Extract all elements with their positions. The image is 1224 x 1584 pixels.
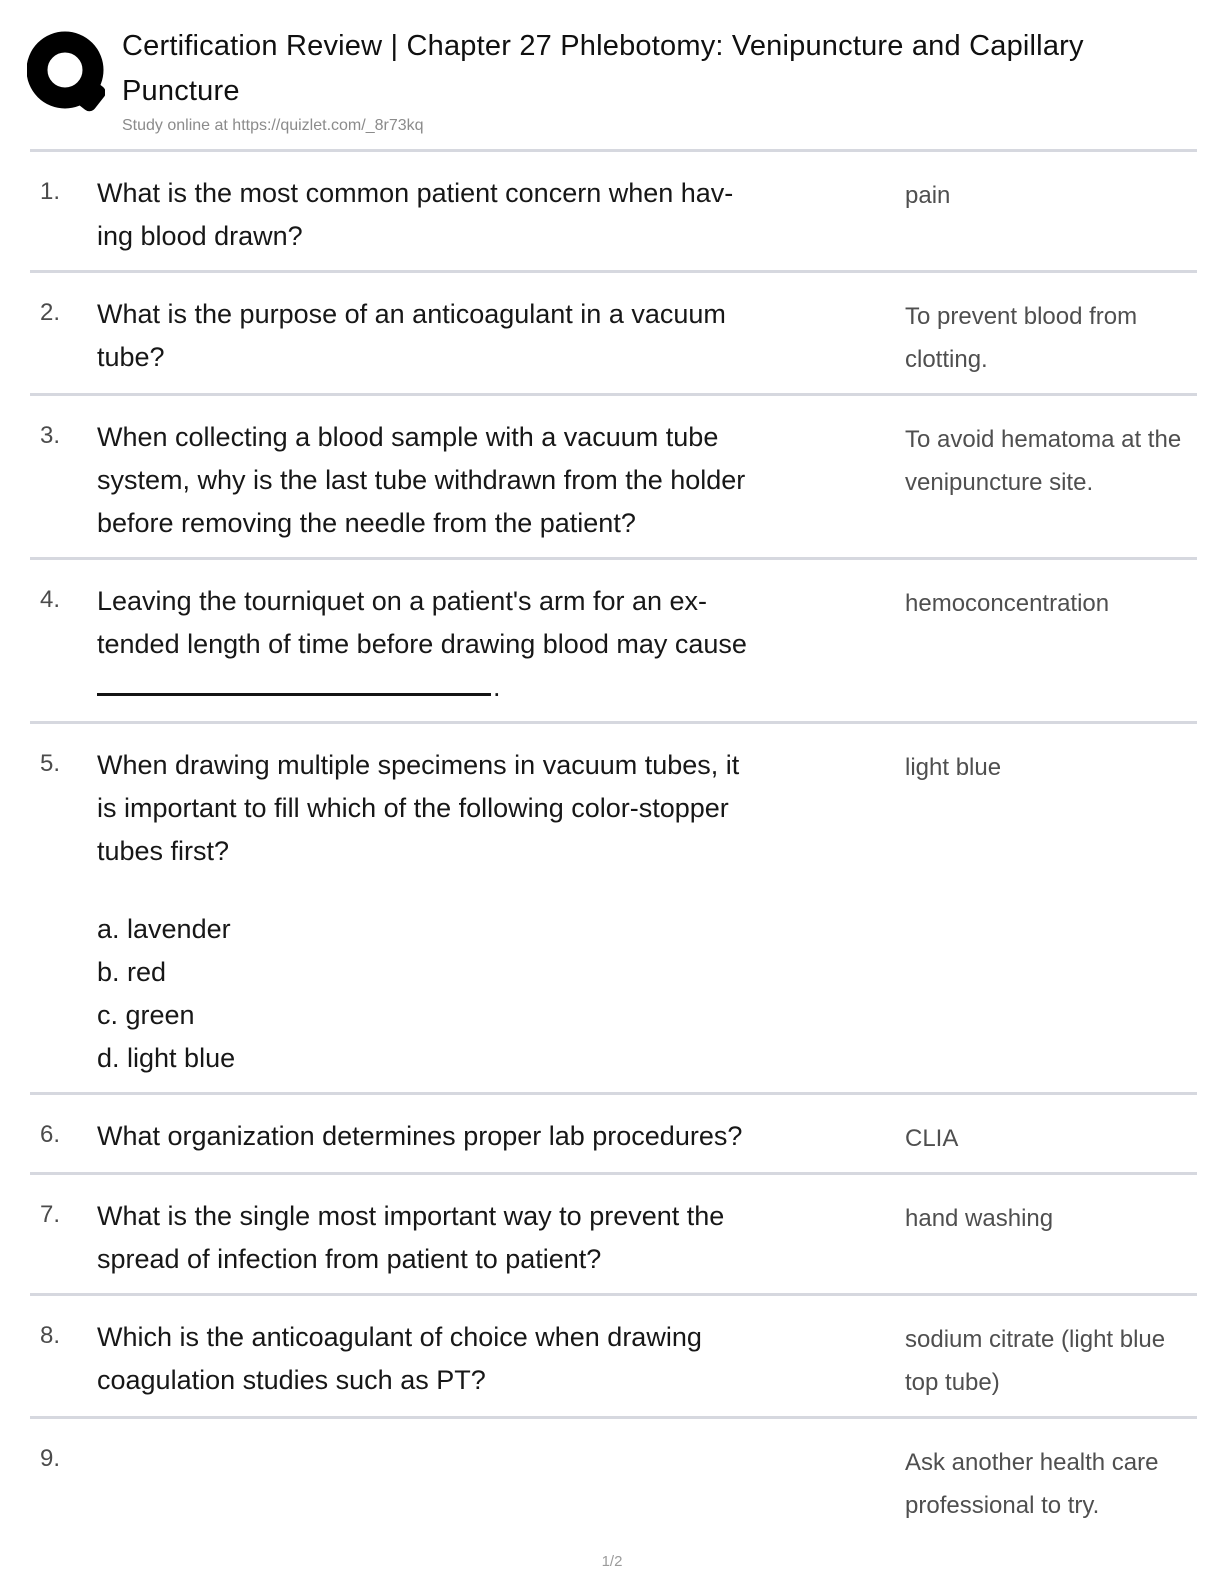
answer-line: To avoid hematoma at the [905,426,1182,453]
question-line: tended length of time before drawing blood may cause [97,629,747,659]
qa-row-6 [30,1095,1197,1175]
question-number: 4. [40,586,61,613]
qa-row-9 [30,1419,1197,1539]
question-line: spread of infection from patient to patient? [97,1244,602,1274]
answer-options [97,908,905,1080]
question-list [30,152,1197,1539]
answer-text [905,744,1197,1080]
question-line: Leaving the tourniquet on a patient's arm for an ex- [97,586,708,616]
question-line: tube? [97,342,165,372]
answer-text [905,1316,1197,1404]
answer-line: hand washing [905,1205,1054,1232]
question-text [97,580,905,709]
answer-line: CLIA [905,1125,959,1152]
question-text [97,1439,905,1527]
question-text [97,293,905,381]
option-c: c. green [97,1000,195,1030]
answer-line: pain [905,182,951,209]
question-number: 6. [40,1121,61,1148]
question-line: What is the purpose of an anticoagulant in a vacuum [97,299,726,329]
question-text [97,416,905,545]
qa-row-2 [30,273,1197,396]
blank-underline [97,671,491,696]
qa-row-3 [30,396,1197,560]
answer-line: light blue [905,754,1002,781]
question-line: What organization determines proper lab procedures? [97,1121,743,1151]
question-number: 7. [40,1201,61,1228]
answer-text [905,1195,1197,1281]
answer-text [905,172,1197,258]
question-number: 8. [40,1322,61,1349]
blank-suffix: . [493,672,501,702]
answer-line: clotting. [905,346,988,373]
fill-in-blank-line [97,666,905,709]
qa-row-5 [30,724,1197,1095]
question-number: 5. [40,750,61,777]
quizlet-q-logo-icon [27,30,105,116]
question-line: tubes first? [97,836,230,866]
answer-text [905,293,1197,381]
qa-row-8 [30,1296,1197,1419]
question-line: Which is the anticoagulant of choice when drawing [97,1322,702,1352]
page-header [30,0,1197,152]
question-line: What is the most common patient concern when hav- [97,178,734,208]
title-line-2: Puncture [122,75,240,107]
question-line: When collecting a blood sample with a vacuum tube [97,422,719,452]
answer-line: Ask another health care [905,1449,1159,1476]
question-line: ing blood drawn? [97,221,303,251]
answer-text [905,580,1197,709]
answer-text [905,416,1197,545]
page-indicator: 1/2 [601,1553,623,1570]
qa-row-7 [30,1175,1197,1296]
question-text [97,1195,905,1281]
qa-row-1 [30,152,1197,273]
answer-line: venipuncture site. [905,469,1094,496]
option-b: b. red [97,957,167,987]
answer-line: hemoconcentration [905,590,1110,617]
question-line: What is the single most important way to prevent the [97,1201,725,1231]
answer-line: To prevent blood from [905,303,1138,330]
option-a: a. lavender [97,914,231,944]
question-number: 9. [40,1445,61,1472]
question-text [97,1115,905,1160]
answer-text [905,1115,1197,1160]
question-text [97,744,905,1080]
qa-row-4 [30,560,1197,724]
question-number: 2. [40,299,61,326]
question-line: system, why is the last tube withdrawn from the holder [97,465,746,495]
answer-line: top tube) [905,1369,1000,1396]
question-line: coagulation studies such as PT? [97,1365,486,1395]
question-text [97,1316,905,1404]
question-line: is important to fill which of the following color-stopper [97,793,729,823]
answer-line: professional to try. [905,1492,1100,1519]
answer-line: sodium citrate (light blue [905,1326,1166,1353]
option-d: d. light blue [97,1043,236,1073]
question-line: before removing the needle from the patient? [97,508,636,538]
question-number: 3. [40,422,61,449]
question-number: 1. [40,178,61,205]
answer-text [905,1439,1197,1527]
question-line: When drawing multiple specimens in vacuum tubes, it [97,750,740,780]
title-line-1: Certification Review | Chapter 27 Phlebotomy: Venipuncture and Capillary [122,30,1084,62]
study-online-url: Study online at https://quizlet.com/_8r73kq [122,117,424,134]
question-text [97,172,905,258]
document-title [122,0,1197,114]
